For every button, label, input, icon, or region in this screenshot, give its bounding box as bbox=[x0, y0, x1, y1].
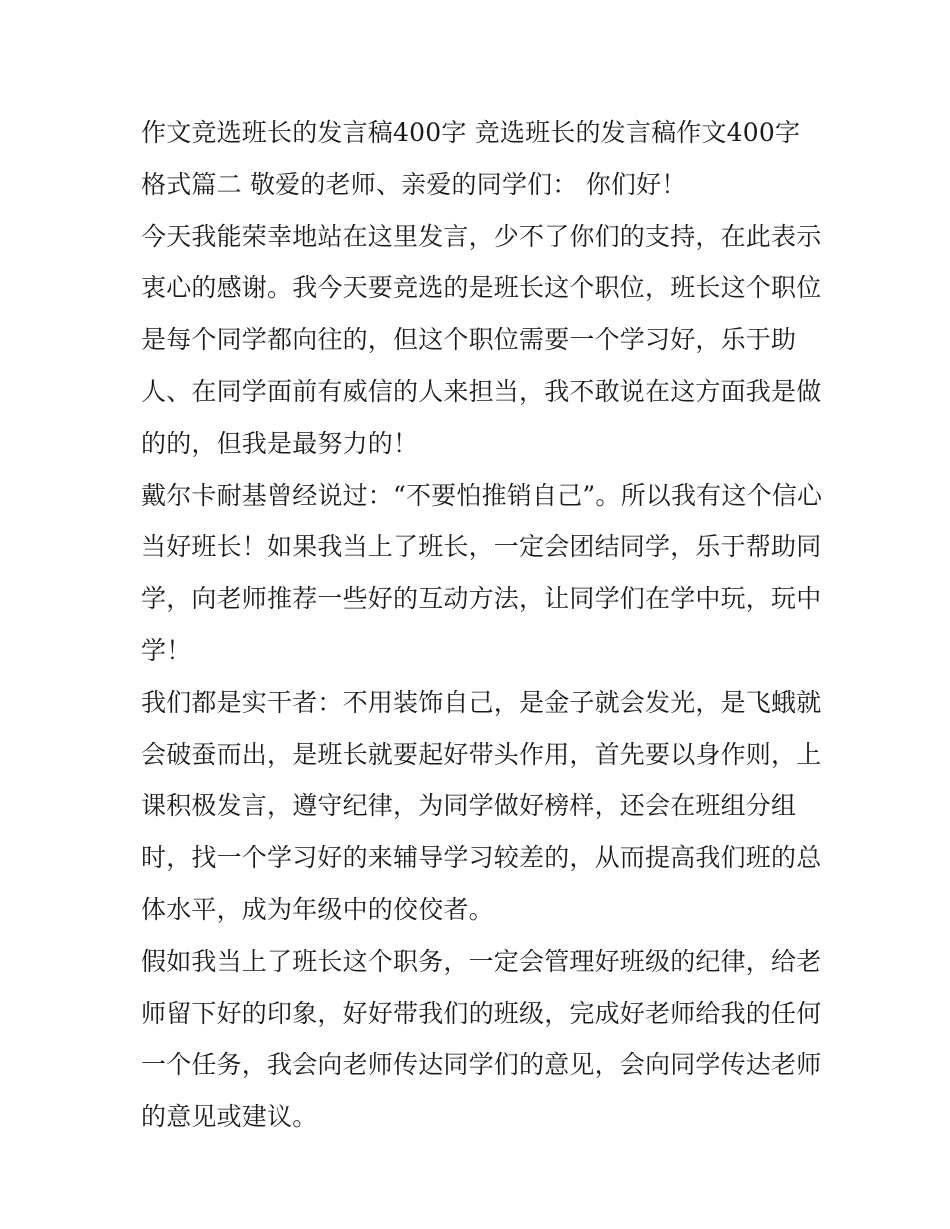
text-line: 师留下好的印象，好好带我们的班级，完成好老师给我的任何 bbox=[141, 998, 822, 1028]
text-line: 一个任务，我会向老师传达同学们的意见，会向同学传达老师 bbox=[141, 1050, 822, 1080]
text-line: 学，向老师推荐一些好的互动方法，让同学们在学中玩，玩中 bbox=[141, 584, 822, 614]
text-line: 学！ bbox=[141, 635, 192, 665]
text-line: 衷心的感谢。我今天要竞选的是班长这个职位，班长这个职位 bbox=[141, 273, 822, 303]
text-line: 人、在同学面前有威信的人来担当，我不敢说在这方面我是做 bbox=[141, 376, 822, 406]
text-line: 作文竞选班长的发言稿400字 竞选班长的发言稿作文400字 bbox=[141, 118, 801, 147]
text-line: 的意见或建议。 bbox=[141, 1102, 318, 1132]
text-line: 体水平，成为年级中的佼佼者。 bbox=[141, 894, 494, 924]
text-line: 时，找一个学习好的来辅导学习较差的，从而提高我们班的总 bbox=[141, 843, 822, 873]
text-line: 当好班长！如果我当上了班长，一定会团结同学，乐于帮助同 bbox=[141, 532, 822, 562]
text-line: 会破蚕而出，是班长就要起好带头作用，首先要以身作则，上 bbox=[141, 739, 822, 769]
text-line: 是每个同学都向往的，但这个职位需要一个学习好，乐于助 bbox=[141, 325, 797, 355]
text-line: 我们都是实干者：不用装饰自己，是金子就会发光，是飞蛾就 bbox=[141, 687, 822, 717]
text-line: 的的，但我是最努力的！ bbox=[141, 428, 419, 458]
text-line: 假如我当上了班长这个职务，一定会管理好班级的纪律，给老 bbox=[141, 946, 822, 976]
text-line: 课积极发言，遵守纪律，为同学做好榜样，还会在班组分组 bbox=[141, 791, 797, 821]
text-line: 今天我能荣幸地站在这里发言，少不了你们的支持，在此表示 bbox=[141, 221, 822, 251]
text-line: 戴尔卡耐基曾经说过：“不要怕推销自己”。所以我有这个信心 bbox=[141, 480, 823, 510]
text-line: 格式篇二 敬爱的老师、亲爱的同学们： 你们好！ bbox=[141, 169, 687, 199]
speech-text bbox=[141, 107, 821, 1143]
